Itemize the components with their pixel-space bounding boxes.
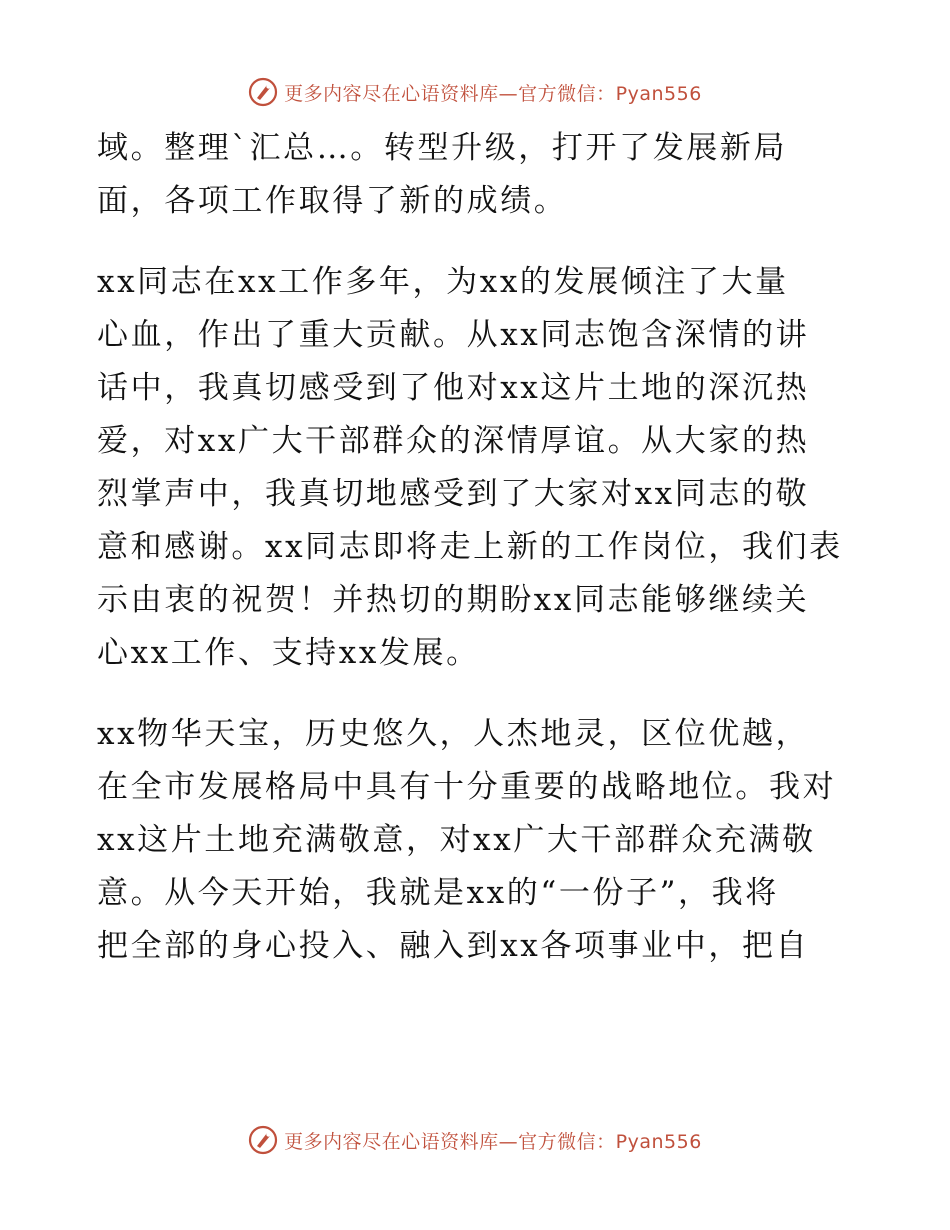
text-line: 在全市发展格局中具有十分重要的战略地位。我对 (97, 769, 837, 805)
pen-logo-icon (248, 77, 278, 107)
text-line: xx这片土地充满敬意，对xx广大干部群众充满敬 (97, 822, 816, 858)
text-line: 把全部的身心投入、融入到xx各项事业中，把自 (97, 928, 810, 964)
document-body (97, 122, 867, 973)
header-watermark (0, 72, 950, 112)
watermark-text: 更多内容尽在心语资料库—官方微信：Pyan556 (284, 1130, 702, 1153)
text-line: 烈掌声中，我真切地感受到了大家对xx同志的敬 (97, 476, 810, 512)
paragraph-2 (97, 256, 867, 680)
text-line: 域。整理`汇总…。转型升级，打开了发展新局 (97, 130, 788, 166)
text-line: 示由衷的祝贺！并热切的期盼xx同志能够继续关 (97, 582, 810, 618)
paragraph-1 (97, 122, 867, 228)
text-line: 意和感谢。xx同志即将走上新的工作岗位，我们表 (97, 529, 843, 565)
footer-watermark (0, 1120, 950, 1160)
pen-logo-icon (248, 1125, 278, 1155)
paragraph-3 (97, 708, 867, 973)
text-line: 心血，作出了重大贡献。从xx同志饱含深情的讲 (97, 317, 810, 353)
text-line: 面，各项工作取得了新的成绩。 (97, 183, 568, 219)
text-line: 意。从今天开始，我就是xx的“一份子”，我将 (97, 875, 779, 911)
watermark-text: 更多内容尽在心语资料库—官方微信：Pyan556 (284, 82, 702, 105)
text-line: xx物华天宝，历史悠久，人杰地灵，区位优越， (97, 716, 810, 752)
text-line: 话中，我真切感受到了他对xx这片土地的深沉热 (97, 370, 810, 406)
text-line: xx同志在xx工作多年，为xx的发展倾注了大量 (97, 264, 789, 300)
text-line: 心xx工作、支持xx发展。 (97, 635, 480, 671)
text-line: 爱，对xx广大干部群众的深情厚谊。从大家的热 (97, 423, 810, 459)
